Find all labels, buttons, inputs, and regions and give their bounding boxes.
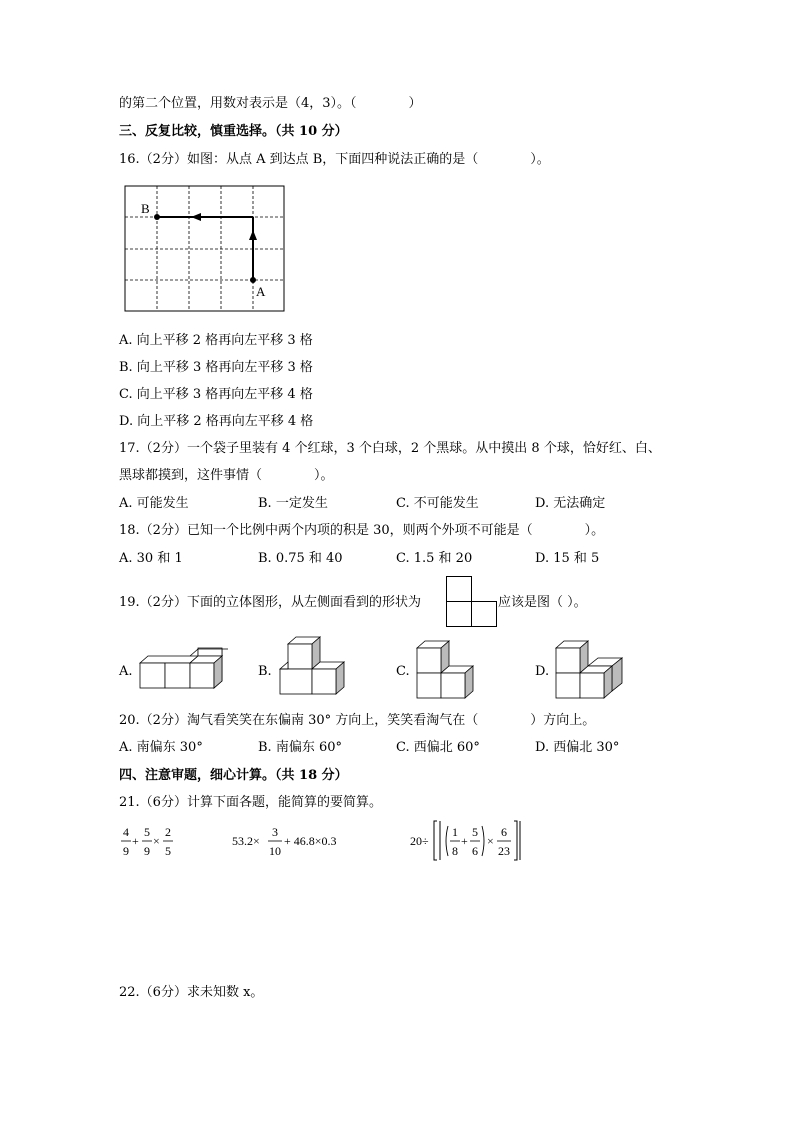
- q17-stem: 17.（2分）一个袋子里装有 4 个红球，3 个白球，2 个黑球。从中摸出 8 个球，恰好红、白、: [119, 441, 661, 456]
- q17-option-c: C. 不可能发生: [396, 496, 479, 511]
- q20-option-a: A. 南偏东 30°: [119, 740, 203, 755]
- section-3-heading: 三、反复比较，慎重选择。（共 10 分）: [119, 124, 348, 139]
- q22-stem: 22.（6分）求未知数 x。: [119, 985, 264, 1000]
- e1-operator-2: ×: [153, 834, 160, 848]
- e2-suffix: + 46.8×0.3: [284, 834, 337, 848]
- q21-expression-3: [410, 818, 530, 864]
- q18-stem: 18.（2分）已知一个比例中两个内项的积是 30，则两个外项不可能是（ ）。: [119, 523, 605, 538]
- q19-option-b-label: B.: [258, 664, 272, 679]
- e3-numerator-2: 5: [472, 825, 478, 839]
- q16-option-a: A. 向上平移 2 格再向左平移 3 格: [119, 333, 313, 348]
- q18-option-a: A. 30 和 1: [119, 551, 183, 566]
- q16-option-d: D. 向上平移 2 格再向左平移 4 格: [119, 414, 314, 429]
- q21-expression-1: [119, 822, 179, 864]
- q16-option-b: B. 向上平移 3 格再向左平移 3 格: [119, 360, 313, 375]
- q16-stem: 16.（2分）如图：从点 A 到达点 B，下面四种说法正确的是（ ）。: [119, 152, 550, 167]
- q19-option-d-label: D.: [535, 664, 550, 679]
- q19-option-c-cubes: [417, 640, 491, 700]
- e3-multiply: ×: [487, 834, 494, 848]
- e2-numerator: 3: [272, 825, 278, 839]
- e2-denominator: 10: [269, 844, 281, 858]
- e1-numerator-3: 2: [165, 825, 171, 839]
- q19-stem: 19.（2分）下面的立体图形，从左侧面看到的形状为: [119, 595, 421, 610]
- q18-option-b: B. 0.75 和 40: [258, 551, 343, 566]
- e1-numerator-1: 4: [123, 825, 129, 839]
- q16-grid-figure: [125, 186, 285, 312]
- e1-denominator-3: 5: [165, 844, 171, 858]
- q21-stem: 21.（6分）计算下面各题，能简算的要简算。: [119, 795, 382, 810]
- q20-option-c: C. 西偏北 60°: [396, 740, 480, 755]
- q20-option-d: D. 西偏北 30°: [535, 740, 620, 755]
- e2-prefix: 53.2×: [232, 834, 260, 848]
- q17-option-a: A. 可能发生: [119, 496, 189, 511]
- q20-stem: 20.（2分）淘气看笑笑在东偏南 30° 方向上，笑笑看淘气在（ ）方向上。: [119, 713, 596, 728]
- q20-option-b: B. 南偏东 60°: [258, 740, 342, 755]
- q21-expression-2: [232, 822, 362, 864]
- q15-tail-text: 的第二个位置，用数对表示是（4，3）。（ ）: [119, 96, 422, 111]
- e3-denominator-3: 23: [498, 844, 510, 858]
- q17-option-b: B. 一定发生: [258, 496, 328, 511]
- e3-denominator-2: 6: [472, 844, 478, 858]
- q19-option-a-label: A.: [119, 664, 133, 679]
- e3-operator: +: [461, 834, 468, 848]
- section-4-heading: 四、注意审题，细心计算。（共 18 分）: [119, 768, 348, 783]
- e1-operator-1: +: [132, 834, 139, 848]
- e3-denominator-1: 8: [452, 844, 458, 858]
- q17-stem-2: 黑球都摸到，这件事情（ ）。: [119, 468, 334, 483]
- q19-side-view-shape: [446, 576, 498, 628]
- q19-option-b-cubes: [280, 636, 348, 702]
- q18-option-c: C. 1.5 和 20: [396, 551, 473, 566]
- q16-option-c: C. 向上平移 3 格再向左平移 4 格: [119, 387, 313, 402]
- q19-option-a-cubes: [140, 648, 232, 690]
- q19-option-c-label: C.: [396, 664, 410, 679]
- q17-option-d: D. 无法确定: [535, 496, 606, 511]
- e1-denominator-1: 9: [123, 844, 129, 858]
- e3-numerator-1: 1: [452, 825, 458, 839]
- e1-numerator-2: 5: [144, 825, 150, 839]
- e1-denominator-2: 9: [144, 844, 150, 858]
- q18-option-d: D. 15 和 5: [535, 551, 600, 566]
- q19-stem-tail: 应该是图（ ）。: [498, 595, 587, 610]
- e3-prefix: 20÷: [410, 834, 429, 848]
- e3-numerator-3: 6: [501, 825, 507, 839]
- point-a-label: A: [256, 284, 266, 299]
- q19-option-d-cubes: [556, 640, 626, 700]
- point-b-label: B: [141, 201, 150, 216]
